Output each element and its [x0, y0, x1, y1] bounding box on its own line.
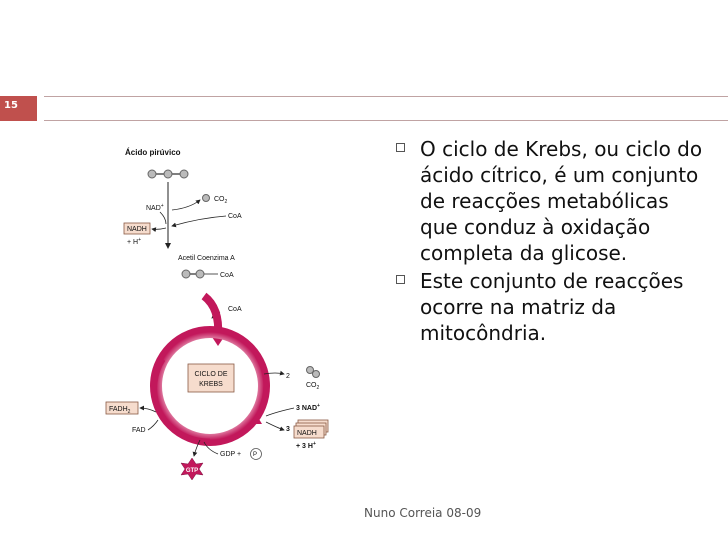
- nad-right-arrow: [266, 408, 294, 416]
- pyruvate-molecule: [148, 170, 188, 178]
- bullet-text: O ciclo de Krebs, ou ciclo do ácido cítrico, é um conjunto de reacções metabólicas que conduz à oxidação completa da glicose.: [420, 137, 703, 265]
- nadh-label-1: NADH: [127, 226, 147, 233]
- fad-label: FAD: [132, 427, 146, 434]
- footer-text: Nuno Correia 08-09: [364, 506, 482, 520]
- cycle-label-line1: CICLO DE: [194, 371, 228, 378]
- nadh-right-label: NADH: [297, 430, 317, 437]
- cycle-label-line2: KREBS: [199, 381, 223, 388]
- header-rule: [44, 96, 728, 121]
- slide-number-box: [0, 96, 37, 121]
- nad-plus-label: NAD+: [146, 203, 164, 212]
- co2-right-molecule: [307, 367, 320, 378]
- nadh-right-arrow: [266, 422, 284, 430]
- h-right-label: + 3 H+: [296, 441, 316, 450]
- bullet-item: [380, 136, 710, 266]
- bullet-list: [380, 136, 710, 348]
- coa-label-2: CoA: [220, 272, 234, 279]
- acetyl-coa-label: Acetil Coenzima A: [178, 255, 235, 262]
- nadh-out-arrow: [152, 228, 166, 229]
- coa-in-arrow: [172, 216, 226, 226]
- co2-right-label: $CO_2$: [306, 382, 320, 391]
- figure-title: Ácido pirúvico: [125, 148, 181, 157]
- acetyl-coa-molecule: [182, 270, 218, 278]
- co2-count-label: 2: [286, 373, 290, 380]
- fadh2-label: $FADH_2$: [109, 406, 131, 415]
- bullet-text: Este conjunto de reacções ocorre na matriz da mitocôndria.: [420, 269, 684, 345]
- fadh2-arrow: [140, 408, 156, 412]
- nad-arrow: [160, 212, 166, 224]
- nad-right-label: 3 NAD+: [296, 403, 320, 412]
- co2-top-label: [203, 195, 228, 206]
- gtp-label: GTP: [185, 468, 199, 474]
- pi-label: P: [253, 452, 258, 458]
- coa-label-1: CoA: [228, 213, 242, 220]
- nadh-count-label: 3: [286, 426, 290, 433]
- slide-number: 15: [4, 100, 18, 111]
- square-bullet-icon: [396, 143, 405, 152]
- co2-release-arrow: [172, 200, 200, 210]
- coa-label-3: CoA: [228, 306, 242, 313]
- fad-arrow: [148, 420, 158, 430]
- krebs-cycle-diagram: [100, 128, 360, 488]
- square-bullet-icon: [396, 275, 405, 284]
- bullet-item: [380, 268, 710, 346]
- svg-text:CO2: $CO_2$: [214, 196, 228, 205]
- gdp-label: GDP +: [220, 451, 242, 458]
- h-plus-label-1: + H+: [127, 237, 142, 246]
